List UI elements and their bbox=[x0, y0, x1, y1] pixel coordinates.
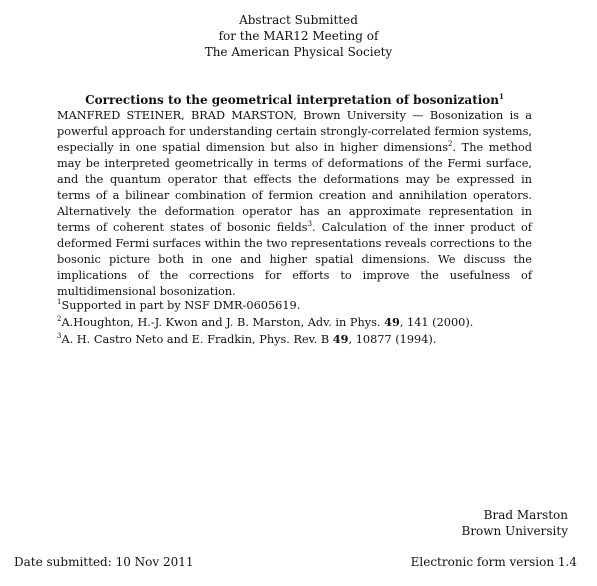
footnote-2-mark: 2 bbox=[57, 315, 62, 324]
signature-name: Brad Marston bbox=[483, 508, 568, 522]
abstract-text-part-3: . Calculation of the inner product of deformed Fermi surfaces within the two representations reveals corrections to the bosonic picture both in one and higher spatial dimensions. We discuss the implications of the corrections for efforts to improve the usefulness of multidimensional bosonization. bbox=[57, 221, 532, 298]
signature-block bbox=[462, 507, 569, 539]
footnote-3-text: A. H. Castro Neto and E. Fradkin, Phys. Rev. B bbox=[61, 333, 333, 346]
submission-header bbox=[0, 12, 597, 60]
signature-affiliation: Brown University bbox=[461, 524, 568, 538]
header-line-2: for the MAR12 Meeting of bbox=[218, 29, 379, 43]
abstract-block bbox=[57, 92, 532, 300]
footnote-2 bbox=[57, 314, 557, 331]
footnote-1 bbox=[57, 298, 557, 314]
footnote-3-tail: , 10877 (1994). bbox=[348, 333, 437, 346]
form-version: Electronic form version 1.4 bbox=[410, 555, 577, 569]
footnote-2-volume: 49 bbox=[384, 315, 400, 329]
footnote-1-text: Supported in part by NSF DMR-0605619. bbox=[61, 299, 301, 312]
footnotes bbox=[57, 298, 557, 348]
footnote-2-text: A.Houghton, H.-J. Kwon and J. B. Marston, Adv. in Phys. bbox=[61, 316, 385, 329]
footnote-3-mark: 3 bbox=[57, 332, 62, 341]
footnote-3-volume: 49 bbox=[332, 332, 349, 346]
abstract-title bbox=[57, 92, 532, 108]
authors-separator: — bbox=[405, 109, 430, 122]
reference-mark-2: 2 bbox=[448, 140, 453, 149]
abstract-text-part-1: Bosonization is a powerful approach for understanding certain strongly-correlated fermion systems, especially in one spatial dimension but also in higher dimensions bbox=[57, 109, 532, 154]
header-line-3: The American Physical Society bbox=[204, 45, 393, 59]
footnote-2-tail: , 141 (2000). bbox=[399, 316, 474, 329]
header-line-1: Abstract Submitted bbox=[239, 13, 358, 27]
abstract-text-part-2: . The method may be interpreted geometrically in terms of deformations of the Fermi surface, and the quantum operator that effects the deformations may be expressed in terms of a bilinear combination of fermion creation and annihilation operators. Alternatively the deformation operator has an approximate representation in terms of coherent states of bosonic fields bbox=[57, 141, 533, 234]
date-submitted: Date submitted: 10 Nov 2011 bbox=[14, 555, 194, 569]
authors: MANFRED STEINER, BRAD MARSTON, Brown University bbox=[57, 109, 406, 122]
abstract-body bbox=[57, 108, 532, 300]
footnote-3 bbox=[57, 331, 557, 348]
reference-mark-3: 3 bbox=[307, 220, 313, 229]
title-footnote-mark: 1 bbox=[499, 92, 504, 101]
abstract-title-text: Corrections to the geometrical interpretation of bosonization bbox=[85, 93, 500, 107]
footnote-1-mark: 1 bbox=[57, 298, 62, 307]
